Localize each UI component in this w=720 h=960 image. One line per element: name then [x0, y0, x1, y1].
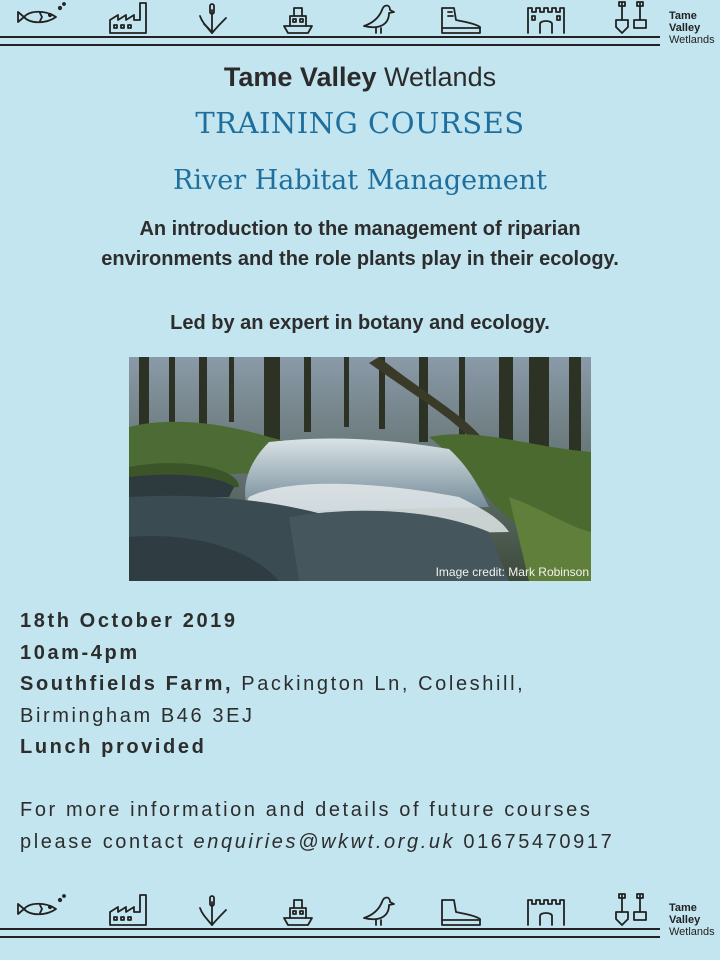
contact-line-2 — [20, 827, 720, 859]
description-line-2: environments and the role plants play in their ecology. — [101, 248, 619, 270]
contact-prefix: please contact — [20, 830, 194, 853]
course-date: 18th October 2019 — [20, 610, 238, 632]
bottom-icon-band — [0, 888, 720, 940]
organisation-title-bold: Tame Valley — [223, 62, 377, 92]
boat-icon — [284, 900, 312, 925]
contact-line-1: For more information and details of future courses — [20, 799, 593, 821]
boat-icon — [284, 8, 312, 33]
fish-icon — [18, 895, 65, 914]
castle-icon — [528, 900, 564, 925]
lunch-note: Lunch provided — [20, 736, 207, 758]
venue-name: Southfields Farm, — [20, 673, 234, 695]
contact-info — [20, 795, 720, 858]
reeds-icon — [200, 4, 226, 33]
top-icon-band — [0, 0, 720, 52]
brand-line-3: Wetlands — [669, 34, 715, 46]
icon-strip-bottom — [0, 888, 720, 940]
course-title: River Habitat Management — [173, 165, 547, 196]
boot-icon — [442, 900, 480, 925]
course-details — [20, 606, 710, 764]
contact-email-link[interactable]: enquiries@wkwt.org.uk — [193, 830, 456, 853]
factory-icon — [110, 3, 146, 33]
brand-logo — [669, 10, 715, 46]
brand-line-2: Valley — [669, 914, 701, 926]
contact-phone: 01675470917 — [455, 830, 615, 853]
led-by-text: Led by an expert in botany and ecology. — [170, 312, 550, 334]
brand-line-1: Tame — [669, 902, 697, 914]
bird-icon — [364, 6, 394, 34]
course-time: 10am-4pm — [20, 641, 140, 664]
brand-line-1: Tame — [669, 10, 697, 22]
organisation-title-light: Wetlands — [384, 62, 497, 92]
course-venue — [20, 669, 710, 701]
organisation-title — [0, 62, 720, 93]
castle-icon — [528, 8, 564, 33]
fish-icon — [18, 3, 65, 22]
course-description — [40, 214, 680, 274]
photo-illustration — [129, 357, 591, 581]
section-heading: TRAINING COURSES — [195, 106, 525, 140]
reeds-icon — [200, 896, 226, 925]
garden-tools-icon — [616, 894, 646, 925]
brand-line-2: Valley — [669, 22, 701, 34]
bird-icon — [364, 898, 394, 926]
garden-tools-icon — [616, 2, 646, 33]
venue-address-1: Packington Ln, Coleshill, — [233, 673, 526, 695]
brand-line-3: Wetlands — [669, 926, 715, 938]
venue-address-2: Birmingham B46 3EJ — [20, 704, 255, 727]
boot-icon — [442, 8, 480, 33]
image-credit: Image credit: Mark Robinson — [435, 565, 589, 579]
brand-logo-bottom — [669, 902, 715, 938]
factory-icon — [110, 895, 146, 925]
icon-strip — [0, 0, 720, 52]
forest-river-photo — [129, 357, 591, 581]
description-line-1: An introduction to the management of riparian — [139, 218, 581, 240]
